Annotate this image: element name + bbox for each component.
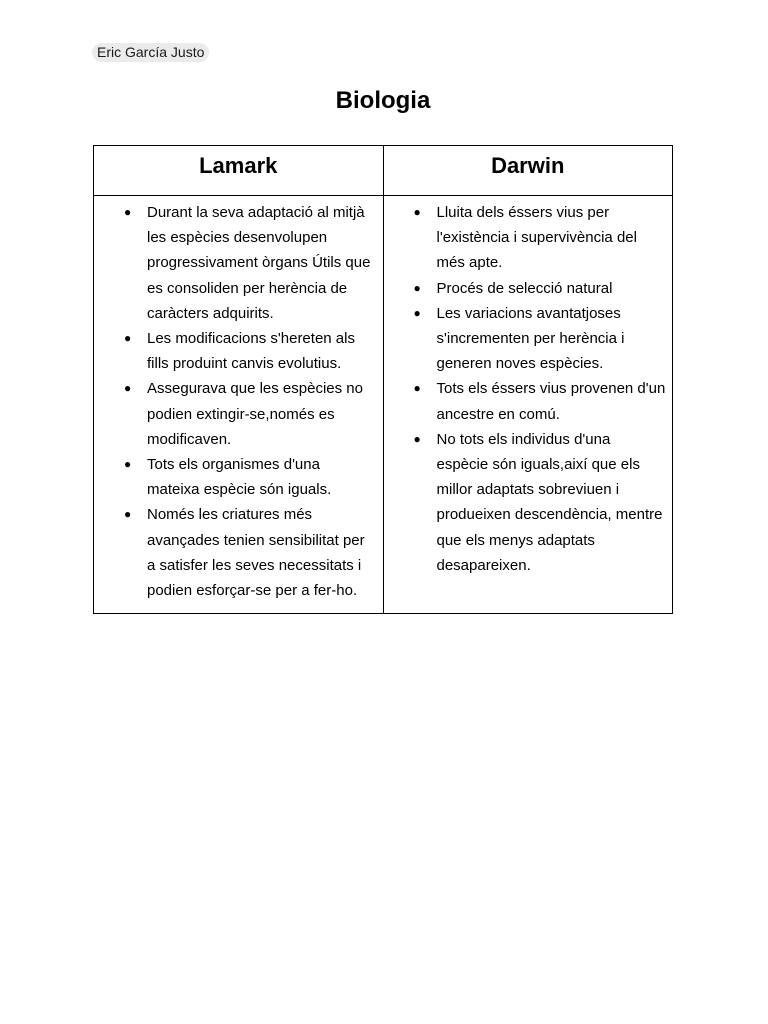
list-item-text: Les modificacions s'hereten als fills produint canvis evolutius. [147,330,355,373]
list-item [94,376,377,452]
darwin-column-heading: Darwin [383,146,673,196]
list-item [94,502,377,603]
list-item [94,326,377,376]
list-item-text: Les variacions avantatjoses s'incrementen per herència i generen noves espècies. [436,304,625,373]
bullet-icon: ● [124,331,132,346]
list-item [94,200,377,326]
list-item-text: Procés de selecció natural [436,279,613,297]
list-item [384,301,667,377]
bullet-icon: ● [124,457,132,472]
list-item-text: Assegurava que les espècies no podien extingir-se,només es modificaven. [147,380,363,448]
list-item-text: Tots els organismes d'una mateixa espècie són iguals. [147,456,332,499]
darwin-cell [383,196,673,614]
list-item [384,200,667,276]
list-item-text: Durant la seva adaptació al mitjà les espècies desenvolupen progressivament òrgans Útils que es consoliden per herència de caràcters adquirits. [147,204,371,322]
author-chip[interactable]: Eric García Justo [92,43,209,62]
bullet-icon: ● [124,507,132,522]
bullet-icon: ● [413,431,421,446]
bullet-icon: ● [413,205,421,219]
lamark-column-heading: Lamark [94,146,384,196]
list-item-text: No tots els individus d'una espècie són iguals,així que els millor adaptats sobreviuen i produeixen descendència, mentre que els menys adaptats desapareixen. [436,430,663,574]
list-item-text: Tots els éssers vius provenen d'un ancestre en comú. [436,380,666,423]
lamark-points-list [94,196,383,613]
bullet-icon: ● [413,381,421,396]
table-body-row [94,196,673,614]
list-item-text: Només les criatures més avançades tenien sensibilitat per a satisfer les seves necessitats i podien esforçar-se per a fer-ho. [147,506,365,600]
list-item [384,376,667,426]
lamark-cell [94,196,384,614]
list-item [384,427,667,578]
bullet-icon: ● [413,305,421,320]
comparison-table [93,145,673,614]
bullet-icon: ● [124,381,132,396]
bullet-icon: ● [413,280,421,295]
list-item-text: Lluita dels éssers vius per l'existència i supervivència del més apte. [436,204,637,272]
list-item [94,452,377,502]
bullet-icon: ● [124,205,132,219]
document-title: Biologia [335,87,431,114]
table-header-row [94,146,673,196]
darwin-points-list [384,196,673,588]
list-item [384,276,667,301]
